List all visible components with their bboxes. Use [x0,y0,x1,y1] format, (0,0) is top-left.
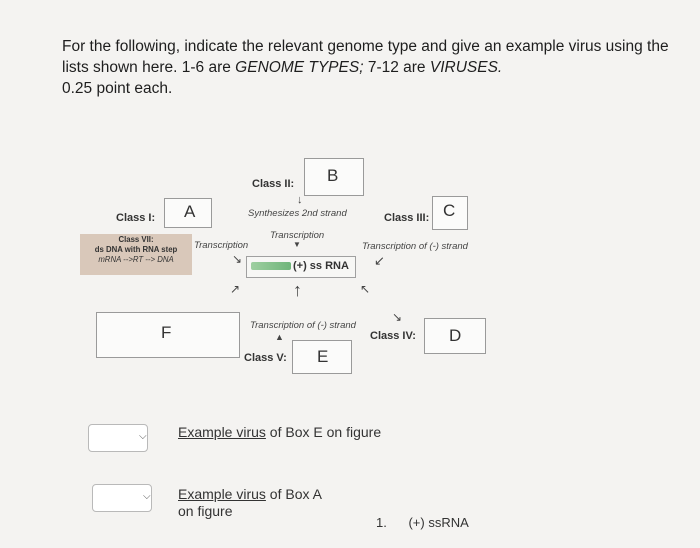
class-iv-label: Class IV: [370,330,416,342]
question-points: 0.25 point each. [62,80,173,97]
question-part2: 7-12 are [363,59,430,76]
arrow-up-right-icon: ↗ [230,282,241,296]
box-b [304,158,364,196]
box-d [424,318,486,354]
question-2-text: of Box A on figure [178,486,322,519]
example-virus-link-1[interactable]: Example virus [178,424,266,440]
box-a-letter: A [184,202,196,221]
transcription-minus-strand-top: Transcription of (-) strand [362,241,468,252]
answer-option-text: (+) ssRNA [408,515,469,530]
box-d-letter: D [449,326,462,345]
box-f-letter: F [161,323,172,342]
arrow-up-left-icon: ↖ [360,282,371,296]
class-iii-label: Class III: [384,212,430,224]
class-vii-title: Class VII: [118,235,154,244]
rna-strand-icon [251,262,291,270]
synthesizes-2nd-strand: Synthesizes 2nd strand [248,208,347,219]
answer-number: 1. [376,515,387,530]
question-viruses: VIRUSES. [429,59,503,76]
question-1-text: of Box E on figure [265,424,382,440]
question-genome-types: GENOME TYPES; [235,59,364,76]
transcription-left-label: Transcription [194,240,249,251]
box-b-letter: B [327,166,339,185]
question-item-2 [178,486,328,520]
answer-dropdown-1[interactable] [88,424,148,452]
box-c-letter: C [443,201,456,220]
transcription-top-label: Transcription [270,230,325,241]
example-virus-link-2[interactable]: Example virus [178,486,266,502]
answer-dropdown-2[interactable] [92,484,152,512]
answer-list-item [376,515,469,530]
arrow-down-right-icon-2: ↘ [392,310,403,324]
box-e [292,340,352,374]
arrow-up-icon: ↑ [293,280,302,300]
arrow-up-small-icon: ▲ [275,332,284,342]
chevron-down-icon: ⌵ [143,491,151,502]
ss-rna-box [246,256,356,278]
arrow-down-right-icon: ↘ [232,252,243,266]
arrow-down-left-icon: ↙ [374,253,385,268]
class-vii-box [80,234,192,275]
question-item-1 [178,424,388,441]
class-vii-desc: ds DNA with RNA step [94,245,178,254]
question-part1: For the following, indicate the relevant genome type and give an example virus using the lists shown here. 1-6 are [62,38,669,76]
class-i-label: Class I: [116,212,156,224]
class-v-label: Class V: [244,352,287,364]
ss-rna-label: (+) ss RNA [293,260,349,272]
chevron-down-icon: ⌵ [139,431,147,442]
box-e-letter: E [317,347,329,366]
box-a [164,198,212,228]
transcription-minus-strand-mid: Transcription of (-) strand [250,320,356,331]
box-f [96,312,240,358]
box-c [432,196,468,230]
arrow-down-small-icon: ▼ [293,240,301,249]
arrow-down-icon: ↓ [297,194,303,206]
class-ii-label: Class II: [252,178,295,190]
class-vii-steps: mRNA -->RT --> DNA [98,255,174,264]
